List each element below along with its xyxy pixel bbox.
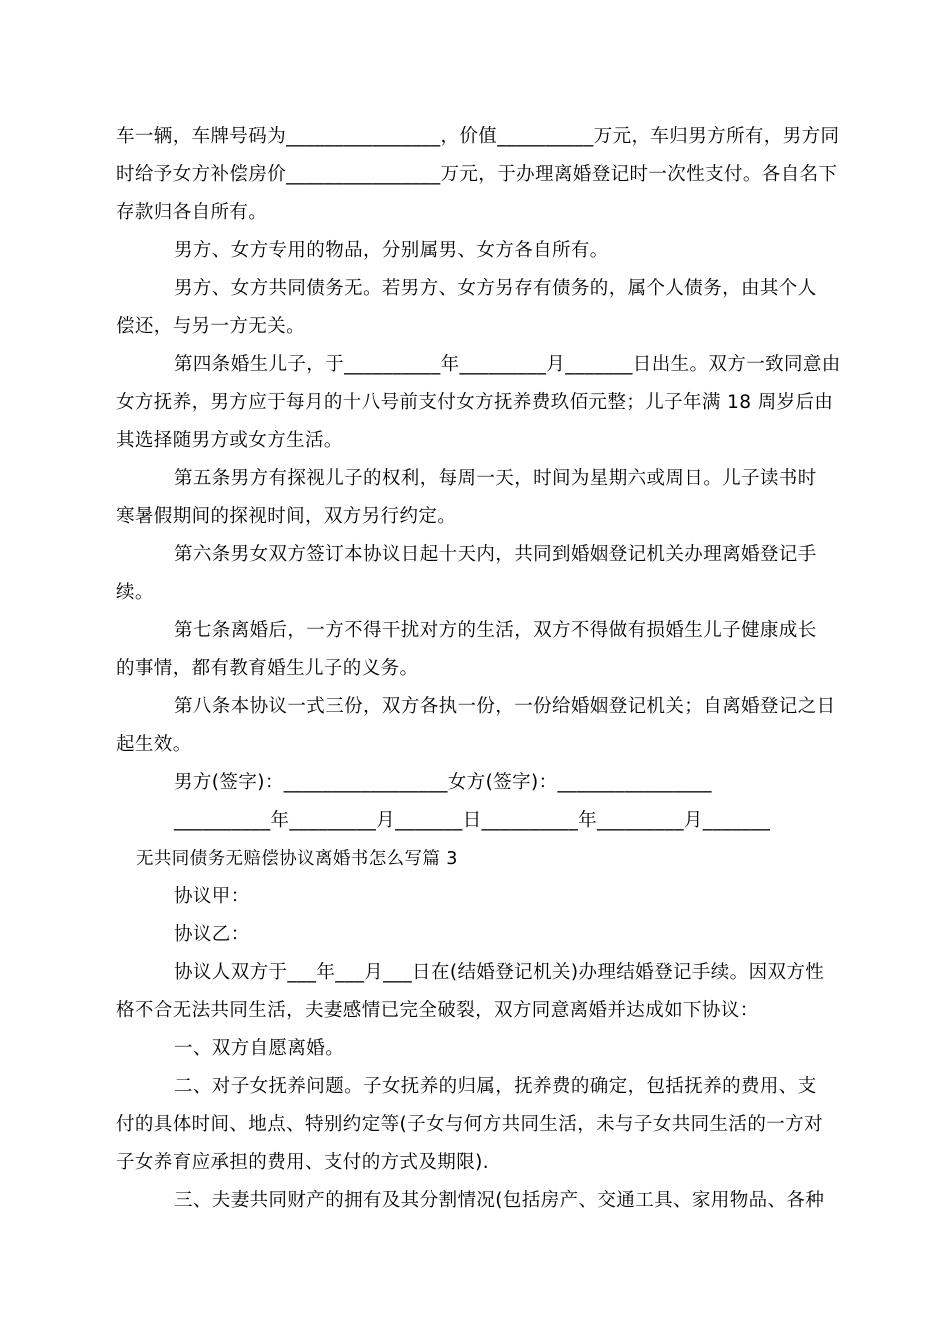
text-line xyxy=(116,156,836,194)
text-line xyxy=(116,1030,836,1068)
line-text: 女方抚养，男方应于每月的十八号前支付女方抚养费玖佰元整；儿子年满 18 周岁后由 xyxy=(116,392,834,413)
text-line xyxy=(116,612,836,650)
text-line xyxy=(116,422,836,460)
line-text: 无共同债务无赔偿协议离婚书怎么写篇 3 xyxy=(136,849,458,869)
line-text: 存款归各自所有。 xyxy=(116,202,268,223)
text-line xyxy=(116,878,836,916)
line-text: 的事情，都有教育婚生儿子的义务。 xyxy=(116,658,419,679)
text-line xyxy=(116,992,836,1030)
text-line xyxy=(116,726,836,764)
text-line xyxy=(116,232,836,270)
text-line xyxy=(116,498,836,536)
text-line xyxy=(116,118,840,156)
text-line xyxy=(116,574,836,612)
line-text: 三、夫妻共同财产的拥有及其分割情况(包括房产、交通工具、家用物品、各种 xyxy=(174,1190,825,1211)
line-text: 协议人双方于___年___月___日在(结婚登记机关)办理结婚登记手续。因双方性 xyxy=(174,962,825,983)
line-text: 男方、女方共同债务无。若男方、女方另存有债务的，属个人债务，由其个人 xyxy=(174,278,817,299)
line-text: 第七条离婚后，一方不得干扰对方的生活，双方不得做有损婚生儿子健康成长 xyxy=(174,620,817,641)
section-heading xyxy=(116,840,836,878)
text-line xyxy=(116,270,836,308)
text-line xyxy=(116,346,841,384)
line-text: 车一辆，车牌号码为________________，价值__________万元，车归男方所有，男方同 xyxy=(116,126,840,147)
line-text: 男方、女方专用的物品，分别属男、女方各自所有。 xyxy=(174,240,609,261)
text-line xyxy=(116,1144,836,1182)
line-text: 寒暑假期间的探视时间，双方另行约定。 xyxy=(116,506,457,527)
line-text: 第六条男女双方签订本协议日起十天内，共同到婚姻登记机关办理离婚登记手 xyxy=(174,544,817,565)
line-text: 时给予女方补偿房价________________万元，于办理离婚登记时一次性支付。各自名下 xyxy=(116,164,838,185)
line-text: __________年_________月_______日__________年_________月_______ xyxy=(174,810,771,831)
line-text: 续。 xyxy=(116,582,154,603)
line-text: 第八条本协议一式三份，双方各执一份，一份给婚姻登记机关；自离婚登记之日 xyxy=(174,696,836,717)
text-line xyxy=(116,916,836,954)
text-line xyxy=(116,1106,836,1144)
line-text: 一、双方自愿离婚。 xyxy=(174,1038,345,1059)
line-text: 起生效。 xyxy=(116,734,192,755)
text-line xyxy=(116,1182,836,1220)
text-line xyxy=(116,384,836,422)
line-text: 第四条婚生儿子，于__________年_________月_______日出生。双方一致同意由 xyxy=(174,354,841,375)
line-text: 子女养育应承担的费用、支付的方式及期限). xyxy=(116,1152,489,1173)
line-text: 协议乙： xyxy=(174,924,250,945)
line-text: 二、对子女抚养问题。子女抚养的归属，抚养费的确定，包括抚养的费用、支 xyxy=(174,1076,817,1097)
text-line xyxy=(116,308,836,346)
signature-line xyxy=(116,764,836,802)
text-line xyxy=(116,650,836,688)
text-line xyxy=(116,954,836,992)
text-line xyxy=(116,194,836,232)
line-text: 偿还，与另一方无关。 xyxy=(116,316,306,337)
text-line xyxy=(116,460,836,498)
line-text: 男方(签字)：_________________女方(签字)：________________ xyxy=(174,772,712,793)
line-text: 协议甲： xyxy=(174,886,250,907)
document-page xyxy=(116,118,841,1220)
text-line xyxy=(116,1068,836,1106)
date-line xyxy=(116,802,836,840)
line-text: 格不合无法共同生活，夫妻感情已完全破裂，双方同意离婚并达成如下协议： xyxy=(116,1000,759,1021)
line-text: 其选择随男方或女方生活。 xyxy=(116,430,343,451)
text-line xyxy=(116,688,836,726)
line-text: 第五条男方有探视儿子的权利，每周一天，时间为星期六或周日。儿子读书时 xyxy=(174,468,817,489)
line-text: 付的具体时间、地点、特别约定等(子女与何方共同生活，未与子女共同生活的一方对 xyxy=(116,1114,823,1135)
text-line xyxy=(116,536,836,574)
